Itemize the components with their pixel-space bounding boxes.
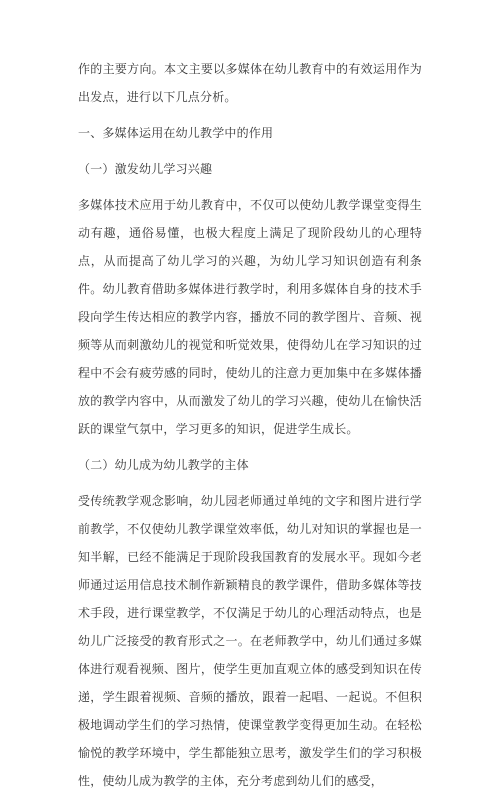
- body-paragraph-1: 多媒体技术应用于幼儿教育中，不仅可以使幼儿教学课堂变得生动有趣，通俗易懂，也极大程度上满足了现阶段幼儿的心理特点，从而提高了幼儿学习的兴趣，为幼儿学习知识创造有利条件。幼儿教育借助多媒体进行教学时，利用多媒体自身的技术手段向学生传达相应的教学内容，播放不同的教学图片、音频、视频等从而刺激幼儿的视觉和听觉效果，使得幼儿在学习知识的过程中不会有疲劳感的同时，使幼儿的注意力更加集中在多媒体播放的教学内容中，从而激发了幼儿的学习兴趣，使幼儿在愉快活跃的课堂气氛中，学习更多的知识，促进学生成长。: [78, 198, 422, 436]
- section-heading: 一、多媒体运用在幼儿教学中的作用: [78, 126, 274, 140]
- body-paragraph-2: 受传统教学观念影响，幼儿园老师通过单纯的文字和图片进行学前教学，不仅使幼儿教学课堂效率低，幼儿对知识的掌握也是一知半解，已经不能满足于现阶段我国教育的发展水平。现如今老师通过运用信息技术制作新颖精良的教学课件，借助多媒体等技术手段，进行课堂教学，不仅满足于幼儿的心理活动特点，也是幼儿广泛接受的教育形式之一。在老师教学中，幼儿们通过多媒体进行观看视频、图片，使学生更加直观立体的感受到知识在传递，学生跟着视频、音频的播放，跟着一起唱、一起说。不但积极地调动学生们的学习热情，使课堂教学变得更加生动。在轻松愉悦的教学环境中，学生都能独立思考，激发学生们的学习积极性，使幼儿成为教学的主体，充分考虑到幼儿们的感受，: [78, 494, 422, 788]
- subsection-heading-2: （二）幼儿成为幼儿教学的主体: [78, 458, 249, 472]
- subsection-heading-1: （一）激发幼儿学习兴趣: [78, 162, 213, 176]
- intro-paragraph: 作的主要方向。本文主要以多媒体在幼儿教育中的有效运用作为出发点，进行以下几点分析。: [78, 62, 422, 104]
